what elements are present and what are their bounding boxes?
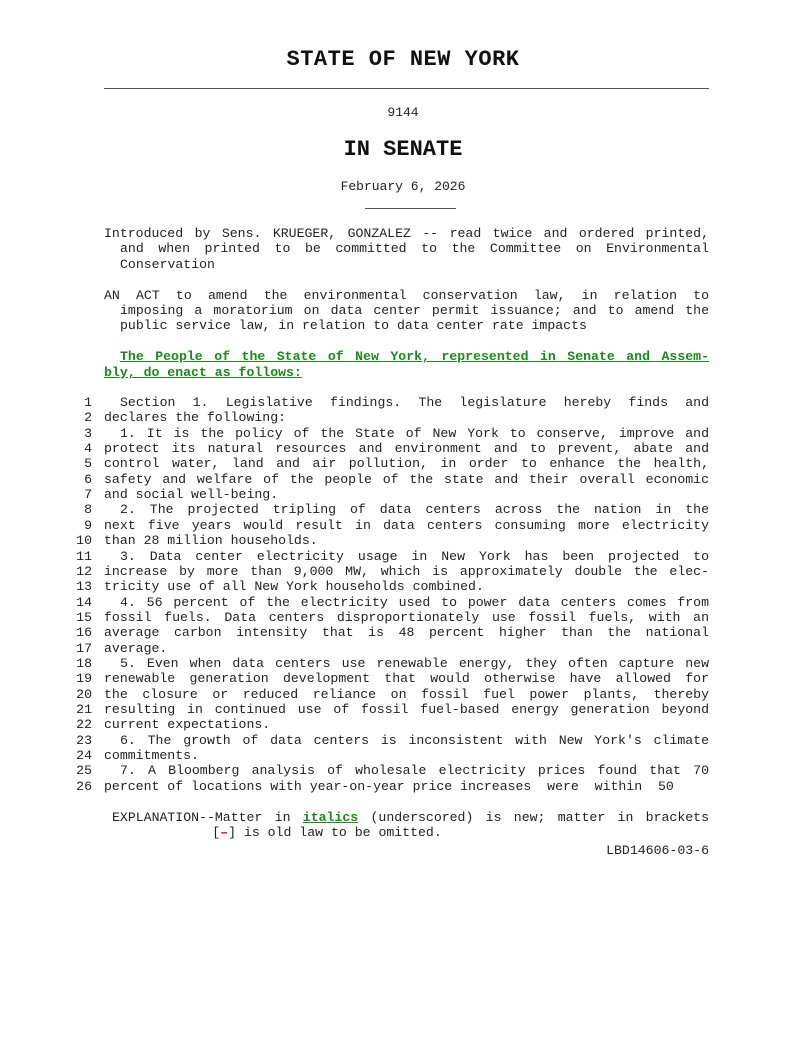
body-line: protect its natural resources and environment and to prevent, abate and [104, 441, 709, 456]
explanation-prefix: EXPLANATION--Matter in [112, 810, 303, 825]
bill-number: 9144 [387, 105, 419, 120]
line-number: 7 [84, 487, 92, 502]
explanation-middle: (underscored) is new; matter in brackets [358, 810, 709, 825]
line-number: 18 [76, 656, 92, 671]
line-number: 14 [76, 595, 92, 610]
line-number: 15 [76, 610, 92, 625]
bill-date: February 6, 2026 [340, 179, 466, 194]
body-line: declares the following: [104, 410, 287, 425]
body-line: 4. 56 percent of the electricity used to power data centers comes from [120, 595, 709, 610]
line-number: 6 [84, 472, 92, 487]
body-line: the closure or reduced reliance on fossil fuel power plants, thereby [104, 687, 709, 702]
explanation [112, 810, 709, 840]
bracket-open: [ [212, 825, 221, 840]
date-rule [365, 208, 456, 209]
body-line: next five years would result in data centers consuming more electricity [104, 518, 709, 533]
body-line: and social well-being. [104, 487, 279, 502]
house-title: IN SENATE [343, 137, 463, 162]
line-number: 8 [84, 502, 92, 517]
line-number: 12 [76, 564, 92, 579]
body-line: increase by more than 9,000 MW, which is approximately double the elec- [104, 564, 709, 579]
enacting-clause: bly, do enact as follows: [104, 365, 302, 380]
body-line: safety and welfare of the people of the state and their overall economic [104, 472, 709, 487]
line-number: 16 [76, 625, 92, 640]
line-number: 20 [76, 687, 92, 702]
line-number: 26 [76, 779, 92, 794]
body-line: average carbon intensity that is 48 percent higher than the national [104, 625, 709, 640]
body-line: percent of locations with year-on-year price increases were within 50 [104, 779, 674, 794]
line-number: 5 [84, 456, 92, 471]
state-title: STATE OF NEW YORK [286, 47, 520, 72]
body-line: renewable generation development that would otherwise have allowed for [104, 671, 709, 686]
body-line: than 28 million households. [104, 533, 318, 548]
body-line: 1. It is the policy of the State of New York to conserve, improve and [120, 426, 709, 441]
act-line: imposing a moratorium on data center permit issuance; and to amend the [120, 303, 709, 318]
body-line: 6. The growth of data centers is inconsistent with New York's climate [120, 733, 709, 748]
introduced-line: Introduced by Sens. KRUEGER, GONZALEZ -- read twice and ordered printed, [104, 226, 709, 241]
body-line: 7. A Bloomberg analysis of wholesale electricity prices found that 70 [120, 763, 709, 778]
body-line: 5. Even when data centers use renewable energy, they often capture new [120, 656, 709, 671]
line-number: 2 [84, 410, 92, 425]
act-line: public service law, in relation to data center rate impacts [120, 318, 587, 333]
line-number: 25 [76, 763, 92, 778]
line-number: 4 [84, 441, 92, 456]
header-rule [104, 88, 709, 89]
omitted-mark: – [220, 825, 229, 840]
line-number: 22 [76, 717, 92, 732]
explanation-line [112, 825, 542, 840]
line-number: 23 [76, 733, 92, 748]
body-line: resulting in continued use of fossil fuel-based energy generation beyond [104, 702, 709, 717]
body-line: control water, land and air pollution, in order to enhance the health, [104, 456, 709, 471]
bracket-close: ] is old law to be omitted. [228, 825, 442, 840]
line-number: 9 [84, 518, 92, 533]
act-line: AN ACT to amend the environmental conservation law, in relation to [104, 288, 709, 303]
line-number: 17 [76, 641, 92, 656]
line-number: 1 [84, 395, 92, 410]
line-number: 19 [76, 671, 92, 686]
body-line: tricity use of all New York households combined. [104, 579, 484, 594]
line-number: 24 [76, 748, 92, 763]
body-line: 3. Data center electricity usage in New York has been projected to [120, 549, 709, 564]
line-number: 3 [84, 426, 92, 441]
introduced-line: and when printed to be committed to the Committee on Environmental [120, 241, 709, 256]
document-code: LBD14606-03-6 [606, 843, 709, 858]
body-line: Section 1. Legislative findings. The legislature hereby finds and [120, 395, 709, 410]
enacting-clause: The People of the State of New York, represented in Senate and Assem- [120, 349, 709, 364]
body-line: fossil fuels. Data centers disproportionately use fossil fuels, with an [104, 610, 709, 625]
line-number: 11 [76, 549, 92, 564]
italics-word: italics [302, 810, 359, 825]
body-line: 2. The projected tripling of data centers across the nation in the [120, 502, 709, 517]
body-line: commitments. [104, 748, 199, 763]
line-number: 21 [76, 702, 92, 717]
line-number: 10 [76, 533, 92, 548]
body-line: average. [104, 641, 168, 656]
explanation-line [112, 810, 709, 825]
line-number: 13 [76, 579, 92, 594]
body-line: current expectations. [104, 717, 271, 732]
introduced-line: Conservation [120, 257, 215, 272]
